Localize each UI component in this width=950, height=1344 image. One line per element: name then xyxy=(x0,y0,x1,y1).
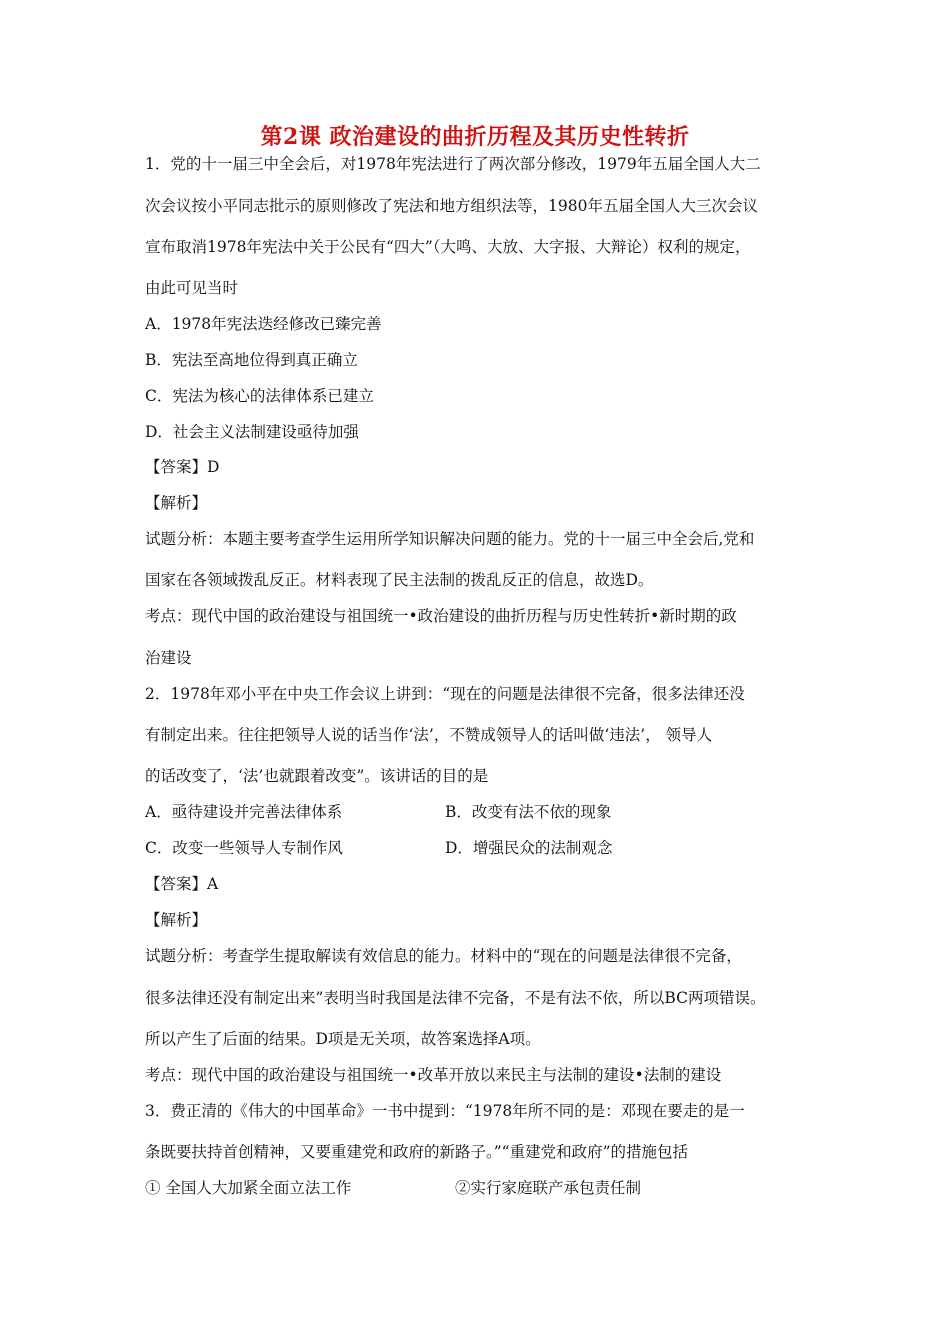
q1-kaodian-line: 治建设 xyxy=(145,649,192,667)
q1-analysis-label: 【解析】 xyxy=(145,494,208,512)
q3-item-1: ① 全国人大加紧全面立法工作 xyxy=(145,1179,352,1197)
q2-stem-line: 2．1978年邓小平在中央工作会议上讲到：“现在的问题是法律很不完备，很多法律还没 xyxy=(145,685,745,703)
q1-analysis-line: 国家在各领域拨乱反正。材料表现了民主法制的拨乱反正的信息，故选D。 xyxy=(145,571,654,589)
q1-option-a: A．1978年宪法迭经修改已臻完善 xyxy=(145,315,382,333)
q2-option-d: D．增强民众的法制观念 xyxy=(445,839,613,857)
q2-option-a: A．亟待建设并完善法律体系 xyxy=(145,803,343,821)
q1-option-d: D．社会主义法制建设亟待加强 xyxy=(145,423,359,441)
q1-stem-line: 次会议按小平同志批示的原则修改了宪法和地方组织法等，1980年五届全国人大三次会议 xyxy=(145,197,758,215)
q2-stem-line: 有制定出来。往往把领导人说的话当作‘法’，不赞成领导人的话叫做‘违法’， 领导人 xyxy=(145,726,713,744)
q2-kaodian-line: 考点：现代中国的政治建设与祖国统一•改革开放以来民主与法制的建设•法制的建设 xyxy=(145,1066,722,1084)
q1-option-b: B．宪法至高地位得到真正确立 xyxy=(145,351,358,369)
q2-answer: 【答案】A xyxy=(145,875,219,893)
q3-stem-line: 3．费正清的《伟大的中国革命》一书中提到：“1978年所不同的是：邓现在要走的是一 xyxy=(145,1102,745,1120)
q1-stem-line: 宣布取消1978年宪法中关于公民有“四大”（大鸣、大放、大字报、大辩论）权利的规定， xyxy=(145,238,751,256)
q1-analysis-line: 试题分析：本题主要考查学生运用所学知识解决问题的能力。党的十一届三中全会后,党和 xyxy=(145,530,755,548)
q2-option-b: B．改变有法不依的现象 xyxy=(445,803,612,821)
q2-option-c: C．改变一些领导人专制作风 xyxy=(145,839,343,857)
q1-answer: 【答案】D xyxy=(145,458,220,476)
q1-kaodian-line: 考点：现代中国的政治建设与祖国统一•政治建设的曲折历程与历史性转折•新时期的政 xyxy=(145,607,737,625)
q2-analysis-line: 试题分析：考查学生提取解读有效信息的能力。材料中的“现在的问题是法律很不完备， xyxy=(145,947,742,965)
page-title: 第2课 政治建设的曲折历程及其历史性转折 xyxy=(260,124,690,150)
q2-analysis-line: 很多法律还没有制定出来”表明当时我国是法律不完备，不是有法不依，所以BC两项错误。 xyxy=(145,989,766,1007)
q3-stem-line: 条既要扶持首创精神，又要重建党和政府的新路子。”“重建党和政府”的措施包括 xyxy=(145,1143,689,1161)
q2-stem-line: 的话改变了，‘法’也就跟着改变”。该讲话的目的是 xyxy=(145,767,489,785)
q1-stem-line: 1．党的十一届三中全会后，对1978年宪法进行了两次部分修改，1979年五届全国人大二 xyxy=(145,155,761,173)
q2-analysis-label: 【解析】 xyxy=(145,911,208,929)
q2-analysis-line: 所以产生了后面的结果。D项是无关项，故答案选择A项。 xyxy=(145,1030,541,1048)
q1-stem-line: 由此可见当时 xyxy=(145,279,239,297)
q1-option-c: C．宪法为核心的法律体系已建立 xyxy=(145,387,374,405)
q3-item-2: ②实行家庭联产承包责任制 xyxy=(455,1179,642,1197)
